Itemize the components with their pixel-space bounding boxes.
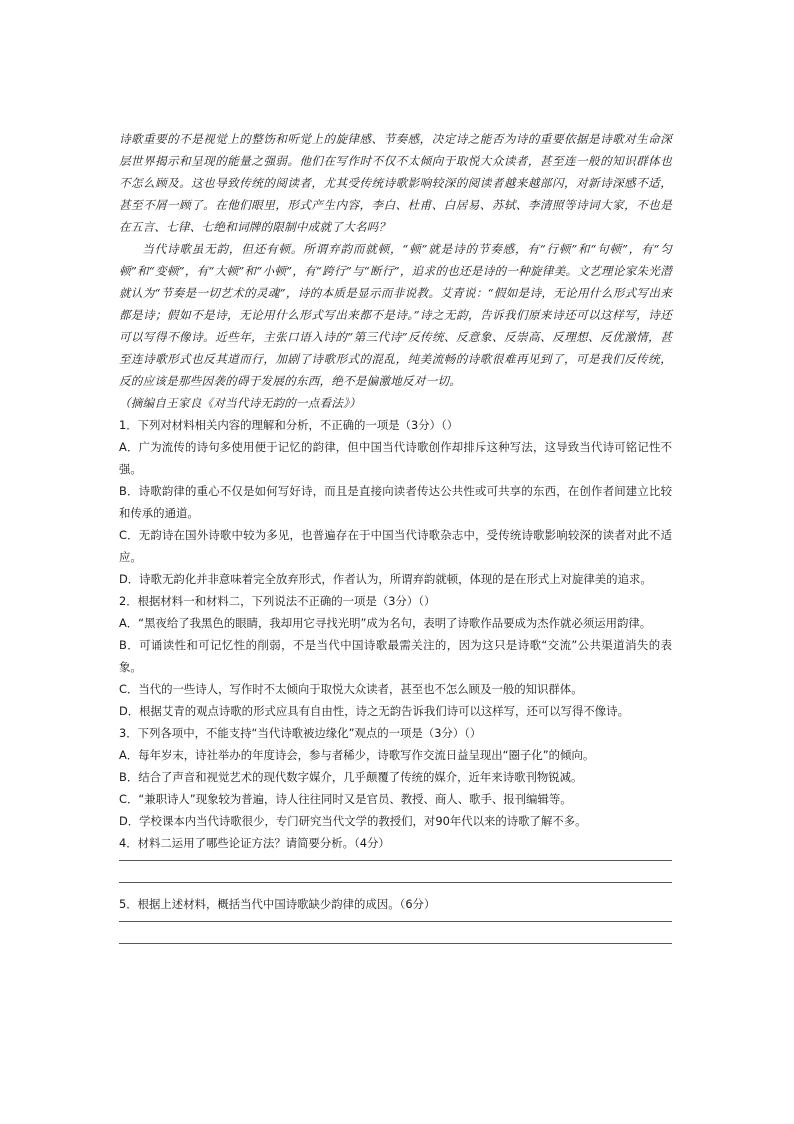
option-b[interactable]: B．可诵读性和可记忆性的削弱，不是当代中国诗歌最需关注的，因为这只是诗歌“交流”公共渠道消失的表象。: [119, 638, 672, 674]
question-list: [119, 414, 672, 944]
passage-paragraph-1: 诗歌重要的不是视觉上的整饬和听觉上的旋律感、节奏感，决定诗之能否为诗的重要依据是诗歌对生命深层世界揭示和呈现的能量之强弱。他们在写作时不仅不太倾向于取悦大众读者，甚至连一般的知识群体也不怎么顾及。这也导致传统的阅读者，尤其受传统诗歌影响较深的阅读者越来越部闪，对新诗深感不适，甚至不屑一顾了。在他们眼里，形式产生内容，李白、杜甫、白居易、苏轼、李清照等诗词大家，不也是在五言、七律、七绝和词牌的限制中成就了大名吗？: [119, 132, 672, 234]
question-5: [119, 893, 672, 944]
answer-area[interactable]: [119, 915, 672, 944]
reading-passage: [119, 128, 672, 414]
question-stem: 3．下列各项中，不能支持“当代诗歌被边缘化”观点的一项是（3分）（）: [119, 726, 482, 740]
option-b[interactable]: B．结合了声音和视觉艺术的现代数字媒介，几乎颠覆了传统的媒介，近年来诗歌刊物锐减。: [119, 770, 583, 784]
option-d[interactable]: D．根据艾青的观点诗歌的形式应具有自由性，诗之无韵告诉我们诗可以这样写，还可以写得不像诗。: [119, 704, 629, 718]
answer-line: [119, 860, 672, 861]
answer-line: [119, 943, 672, 944]
option-a[interactable]: A．每年岁末，诗社举办的年度诗会，参与者稀少，诗歌写作交流日益呈现出“圈子化”的倾向。: [119, 748, 595, 762]
question-stem: 2．根据材料一和材料二，下列说法不正确的一项是（3分）（）: [119, 594, 436, 608]
question-2: [119, 590, 672, 722]
question-3: [119, 722, 672, 832]
option-c[interactable]: C．无韵诗在国外诗歌中较为多见，也普遍存在于中国当代诗歌杂志中，受传统诗歌影响较深的读者对此不适应。: [119, 528, 672, 564]
answer-line: [119, 921, 672, 922]
option-a[interactable]: A．“黑夜给了我黑色的眼睛，我却用它寻找光明”成为名句，表明了诗歌作品要成为杰作就必须运用韵律。: [119, 616, 652, 630]
passage-paragraph-2: 当代诗歌虽无韵，但还有顿。所谓弃韵而就顿，“顿”就是诗的节奏感，有“行顿”和“句顿”，有“匀顿”和“变顿”，有“大顿”和“小顿”，有“跨行”与“断行”，追求的也还是诗的一种旋律美。文艺理论家朱光潜就认为“节奏是一切艺术的灵魂”，诗的本质是显示而非说教。艾青说：“假如是诗，无论用什么形式写出来都是诗；假如不是诗，无论用什么形式写出来都不是诗。”诗之无韵，告诉我们原来诗还可以这样写，诗还可以写得不像诗。近些年，主张口语入诗的“第三代诗”反传统、反意象、反崇高、反理想、反优激情，甚至连诗歌形式也反其道而行，加剧了诗歌形式的混乱，纯美流畅的诗歌很难再见到了，可是我们反传统，反的应该是那些因袭的碍于发展的东西，绝不是偏激地反对一切。: [119, 242, 672, 388]
option-a[interactable]: A．广为流传的诗句多使用便于记忆的韵律，但中国当代诗歌创作却排斥这种写法，这导致当代诗可铭记性不强。: [119, 440, 672, 476]
option-c[interactable]: C．“兼职诗人”现象较为普遍，诗人往往同时又是官员、教授、商人、歌手、报刊编辑等。: [119, 792, 572, 806]
option-d[interactable]: D．学校课本内当代诗歌很少，专门研究当代文学的教授们，对90年代以来的诗歌了解不多。: [119, 814, 587, 828]
answer-line: [119, 882, 672, 883]
question-stem: 1．下列对材料相关内容的理解和分析，不正确的一项是（3分）（）: [119, 418, 459, 432]
answer-area[interactable]: [119, 854, 672, 883]
option-c[interactable]: C．当代的一些诗人，写作时不太倾向于取悦大众读者，甚至也不怎么顾及一般的知识群体。: [119, 682, 583, 696]
question-stem: 5．根据上述材料，概括当代中国诗歌缺少韵律的成因。（6分）: [119, 897, 436, 911]
question-1: [119, 414, 672, 590]
option-b[interactable]: B．诗歌韵律的重心不仅是如何写好诗，而且是直接向读者传达公共性或可共享的东西，在创作者间建立比较和传承的通道。: [119, 484, 672, 520]
exam-page: [119, 128, 672, 965]
question-4: [119, 832, 672, 883]
question-stem: 4．材料二运用了哪些论证方法？请简要分析。（4分）: [119, 836, 390, 850]
option-d[interactable]: D．诗歌无韵化并非意味着完全放弃形式，作者认为，所谓弃韵就顿，体现的是在形式上对旋律美的追求。: [119, 572, 652, 586]
passage-source: （摘编自王家良《对当代诗无韵的一点看法》）: [119, 396, 361, 410]
